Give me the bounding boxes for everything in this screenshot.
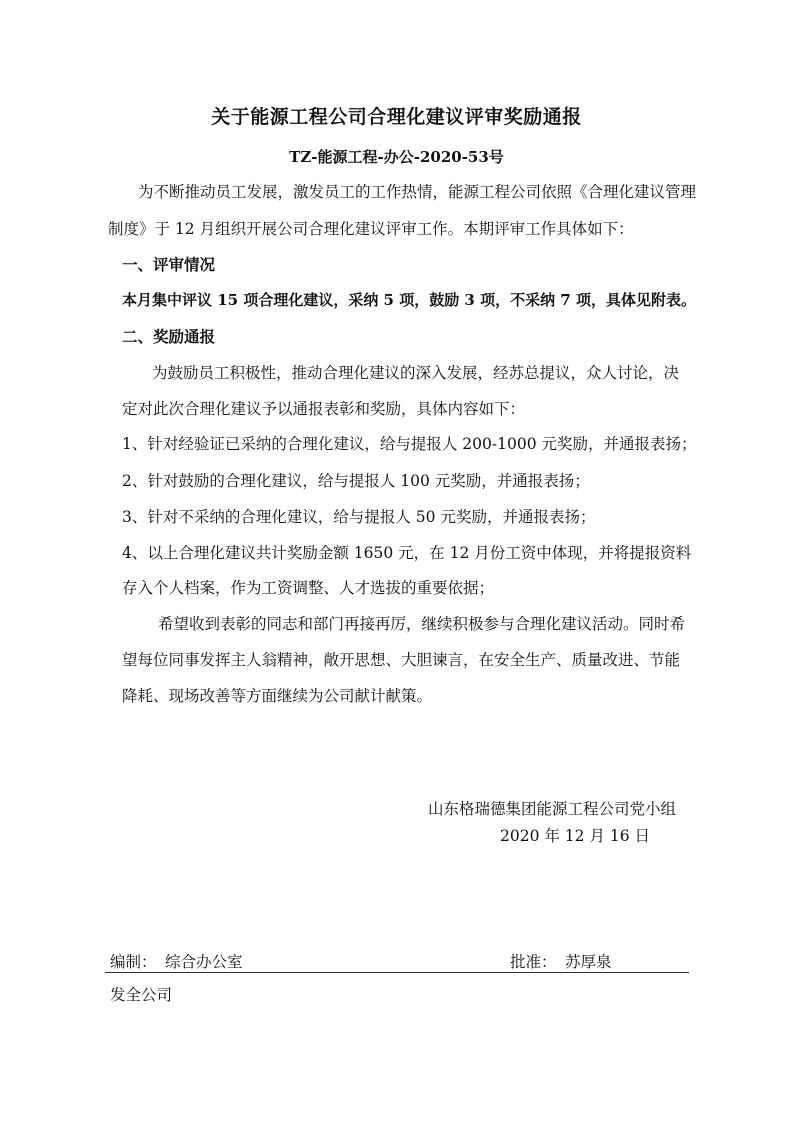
approved-by-label: 批准： — [510, 953, 557, 971]
document-title: 关于能源工程公司合理化建议评审奖励通报 — [211, 106, 582, 128]
compiled-by-label: 编制： — [110, 953, 157, 971]
reward-item-1: 1、针对经验证已采纳的合理化建议，给与提报人 200-1000 元奖励，并通报表扬； — [122, 435, 697, 453]
section2-heading: 二、奖励通报 — [122, 327, 216, 346]
signature-date: 2020 年 12 月 16 日 — [500, 827, 651, 845]
reward-item-2: 2、针对鼓励的合理化建议，给与提报人 100 元奖励，并通报表扬； — [122, 472, 590, 490]
section2-paragraph-line-1: 为鼓励员工积极性，推动合理化建议的深入发展，经苏总提议，众人讨论，决 — [152, 364, 680, 382]
reward-item-4-line-1: 4、以上合理化建议共计奖励金额 1650 元，在 12 月份工资中体现，并将提报资料 — [122, 544, 692, 562]
compiled-by-value: 综合办公室 — [165, 953, 243, 971]
section2-paragraph-line-2: 定对此次合理化建议予以通报表彰和奖励，具体内容如下： — [122, 400, 526, 418]
intro-line-1: 为不断推动员工发展，激发员工的工作热情，能源工程公司依照《合理化建议管理 — [138, 183, 697, 201]
section1-text: 本月集中评议 15 项合理化建议，采纳 5 项，鼓励 3 项，不采纳 7 项，具体见附表。 — [122, 291, 696, 309]
intro-line-2: 制度》于 12 月组织开展公司合理化建议评审工作。本期评审工作具体如下： — [108, 220, 634, 238]
closing-line-1: 希望收到表彰的同志和部门再接再厉，继续积极参与合理化建议活动。同时希 — [158, 615, 686, 633]
reward-item-3: 3、针对不采纳的合理化建议，给与提报人 50 元奖励，并通报表扬； — [122, 508, 596, 526]
approved-by-value: 苏厚泉 — [565, 953, 612, 971]
distribution-note: 发全公司 — [110, 986, 173, 1004]
footer-divider — [105, 972, 689, 973]
reward-item-4-line-2: 存入个人档案，作为工资调整、人才选拔的重要依据； — [122, 579, 495, 597]
signature-organization: 山东格瑞德集团能源工程公司党小组 — [428, 800, 677, 818]
closing-line-3: 降耗、现场改善等方面继续为公司献计献策。 — [122, 687, 433, 705]
section1-heading: 一、评审情况 — [122, 255, 216, 274]
closing-line-2: 望每位同事发挥主人翁精神，敞开思想、大胆谏言，在安全生产、质量改进、节能 — [122, 651, 681, 669]
document-number: TZ-能源工程-办公-2020-53号 — [289, 148, 504, 166]
